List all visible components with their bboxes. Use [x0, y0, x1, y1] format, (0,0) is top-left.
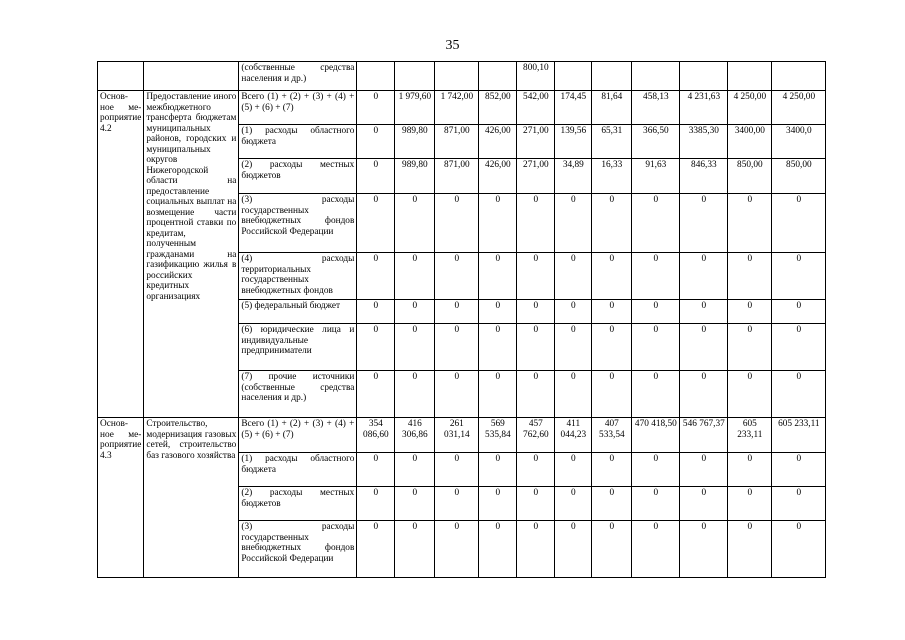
value-cell: 0: [517, 453, 555, 487]
value-cell: 0: [395, 521, 435, 578]
value-cell: 0: [435, 453, 479, 487]
value-cell: [680, 62, 728, 91]
value-cell: 0: [680, 324, 728, 371]
value-cell: [632, 62, 680, 91]
value-cell: 0: [555, 371, 592, 418]
value-cell: 542,00: [517, 91, 555, 125]
value-cell: 0: [517, 521, 555, 578]
value-cell: 0: [395, 324, 435, 371]
value-cell: 0: [357, 253, 395, 300]
value-cell: 0: [728, 487, 772, 521]
source-label: (3) расходы государственных внебюджетных фондов Российской Федерации: [239, 194, 357, 253]
value-cell: 0: [592, 253, 632, 300]
value-cell: 0: [728, 453, 772, 487]
value-cell: 0: [772, 487, 826, 521]
value-cell: 1 742,00: [435, 91, 479, 125]
value-cell: [592, 62, 632, 91]
source-label: (1) расходы областного бюджета: [239, 125, 357, 159]
budget-table: [97, 61, 826, 578]
value-cell: 0: [435, 253, 479, 300]
value-cell: 0: [680, 253, 728, 300]
value-cell: [728, 62, 772, 91]
value-cell: 0: [728, 300, 772, 324]
value-cell: 0: [395, 253, 435, 300]
value-cell: 0: [395, 194, 435, 253]
value-cell: 4 231,63: [680, 91, 728, 125]
value-cell: 0: [395, 300, 435, 324]
value-cell: 0: [772, 453, 826, 487]
value-cell: 0: [357, 125, 395, 159]
value-cell: 4 250,00: [728, 91, 772, 125]
value-cell: 426,00: [479, 125, 517, 159]
value-cell: 0: [395, 487, 435, 521]
value-cell: 0: [357, 194, 395, 253]
value-cell: 0: [680, 521, 728, 578]
source-label: (2) расходы местных бюджетов: [239, 487, 357, 521]
value-cell: 0: [772, 521, 826, 578]
measure-code: Основ-ное ме-роприятие 4.3: [98, 418, 144, 578]
value-cell: 0: [435, 300, 479, 324]
value-cell: 0: [517, 324, 555, 371]
table-row-carry: [98, 62, 826, 91]
value-cell: 0: [555, 253, 592, 300]
measure-title: Предоставление иного межбюджетного трансферта бюджетам муниципальных районов, городских и муниципальных округов Нижегородской области на предоставление социальных выплат на возмещение части процентной ставки по кредитам, полученным гражданами на газификацию жилья в российских кредитных организациях: [144, 91, 239, 418]
value-cell: 411 044,23: [555, 418, 592, 453]
value-cell: 0: [479, 253, 517, 300]
value-cell: 0: [632, 300, 680, 324]
value-cell: 0: [357, 521, 395, 578]
value-cell: 0: [555, 487, 592, 521]
value-cell: 569 535,84: [479, 418, 517, 453]
value-cell: 0: [592, 453, 632, 487]
value-cell: 0: [728, 253, 772, 300]
value-cell: 457 762,60: [517, 418, 555, 453]
value-cell: 0: [592, 521, 632, 578]
value-cell: 0: [632, 371, 680, 418]
measure-title: Строительство, модернизация газовых сетей, строительство баз газового хозяйства: [144, 418, 239, 578]
value-cell: 458,13: [632, 91, 680, 125]
value-cell: 366,50: [632, 125, 680, 159]
value-cell: 0: [435, 521, 479, 578]
value-cell: 0: [517, 371, 555, 418]
value-cell: 0: [680, 453, 728, 487]
value-cell: 0: [555, 194, 592, 253]
value-cell: 261 031,14: [435, 418, 479, 453]
source-label: Всего (1) + (2) + (3) + (4) + (5) + (6) + (7): [239, 91, 357, 125]
value-cell: 0: [357, 453, 395, 487]
value-cell: 0: [592, 371, 632, 418]
value-cell: 91,63: [632, 159, 680, 194]
value-cell: 407 533,54: [592, 418, 632, 453]
value-cell: 3400,00: [728, 125, 772, 159]
source-label: (6) юридические лица и индивидуальные предприниматели: [239, 324, 357, 371]
value-cell: [435, 62, 479, 91]
table-row: [98, 91, 826, 125]
source-label: (собственные средства населения и др.): [239, 62, 357, 91]
code-cell: [98, 62, 144, 91]
value-cell: 0: [632, 453, 680, 487]
value-cell: 0: [357, 159, 395, 194]
value-cell: 3400,0: [772, 125, 826, 159]
value-cell: 0: [728, 324, 772, 371]
value-cell: 0: [632, 194, 680, 253]
value-cell: 0: [357, 371, 395, 418]
value-cell: 0: [435, 487, 479, 521]
value-cell: 0: [517, 253, 555, 300]
value-cell: 0: [357, 324, 395, 371]
value-cell: [357, 62, 395, 91]
value-cell: 546 767,37: [680, 418, 728, 453]
value-cell: 0: [479, 371, 517, 418]
value-cell: [395, 62, 435, 91]
value-cell: 65,31: [592, 125, 632, 159]
value-cell: [772, 62, 826, 91]
value-cell: 416 306,86: [395, 418, 435, 453]
value-cell: 0: [728, 521, 772, 578]
value-cell: 0: [479, 300, 517, 324]
value-cell: 0: [772, 324, 826, 371]
value-cell: 426,00: [479, 159, 517, 194]
value-cell: 0: [632, 487, 680, 521]
value-cell: 0: [772, 253, 826, 300]
source-label: Всего (1) + (2) + (3) + (4) + (5) + (6) + (7): [239, 418, 357, 453]
value-cell: 271,00: [517, 159, 555, 194]
value-cell: 0: [632, 521, 680, 578]
value-cell: 0: [555, 300, 592, 324]
value-cell: 0: [517, 487, 555, 521]
value-cell: 989,80: [395, 125, 435, 159]
value-cell: 605 233,11: [728, 418, 772, 453]
value-cell: 0: [592, 194, 632, 253]
value-cell: 0: [592, 300, 632, 324]
value-cell: 0: [479, 324, 517, 371]
title-cell: [144, 62, 239, 91]
value-cell: 0: [435, 194, 479, 253]
value-cell: 0: [632, 324, 680, 371]
measure-code: Основ-ное ме-роприятие 4.2: [98, 91, 144, 418]
value-cell: 0: [395, 371, 435, 418]
value-cell: 871,00: [435, 125, 479, 159]
value-cell: 0: [479, 194, 517, 253]
value-cell: 852,00: [479, 91, 517, 125]
value-cell: 850,00: [728, 159, 772, 194]
value-cell: 354 086,60: [357, 418, 395, 453]
value-cell: 0: [479, 487, 517, 521]
source-label: (2) расходы местных бюджетов: [239, 159, 357, 194]
value-cell: 0: [435, 371, 479, 418]
source-label: (7) прочие источники (собственные средства населения и др.): [239, 371, 357, 418]
value-cell: 0: [728, 194, 772, 253]
value-cell: 0: [479, 453, 517, 487]
value-cell: 800,10: [517, 62, 555, 91]
value-cell: 174,45: [555, 91, 592, 125]
source-label: (1) расходы областного бюджета: [239, 453, 357, 487]
value-cell: 139,56: [555, 125, 592, 159]
value-cell: 16,33: [592, 159, 632, 194]
source-label: (4) расходы территориальных государственных внебюджетных фондов: [239, 253, 357, 300]
value-cell: 0: [680, 487, 728, 521]
value-cell: [479, 62, 517, 91]
value-cell: 605 233,11: [772, 418, 826, 453]
value-cell: 4 250,00: [772, 91, 826, 125]
value-cell: 1 979,60: [395, 91, 435, 125]
value-cell: 0: [592, 324, 632, 371]
value-cell: 0: [680, 371, 728, 418]
value-cell: 34,89: [555, 159, 592, 194]
value-cell: 0: [632, 253, 680, 300]
value-cell: 0: [772, 194, 826, 253]
value-cell: 0: [680, 300, 728, 324]
value-cell: 0: [772, 371, 826, 418]
value-cell: 0: [517, 300, 555, 324]
value-cell: 850,00: [772, 159, 826, 194]
value-cell: 871,00: [435, 159, 479, 194]
value-cell: 0: [517, 194, 555, 253]
value-cell: [555, 62, 592, 91]
value-cell: 0: [479, 521, 517, 578]
source-label: (3) расходы государственных внебюджетных фондов Российской Федерации: [239, 521, 357, 578]
value-cell: 0: [592, 487, 632, 521]
source-label: (5) федеральный бюджет: [239, 300, 357, 324]
value-cell: 0: [555, 521, 592, 578]
value-cell: 0: [357, 91, 395, 125]
value-cell: 0: [680, 194, 728, 253]
page-number: 35: [445, 38, 460, 53]
value-cell: 0: [435, 324, 479, 371]
value-cell: 0: [772, 300, 826, 324]
table-row: [98, 418, 826, 453]
value-cell: 0: [555, 324, 592, 371]
value-cell: 0: [357, 487, 395, 521]
value-cell: 0: [728, 371, 772, 418]
value-cell: 0: [357, 300, 395, 324]
value-cell: 470 418,50: [632, 418, 680, 453]
value-cell: 81,64: [592, 91, 632, 125]
value-cell: 0: [555, 453, 592, 487]
value-cell: 271,00: [517, 125, 555, 159]
value-cell: 989,80: [395, 159, 435, 194]
value-cell: 846,33: [680, 159, 728, 194]
value-cell: 3385,30: [680, 125, 728, 159]
value-cell: 0: [395, 453, 435, 487]
